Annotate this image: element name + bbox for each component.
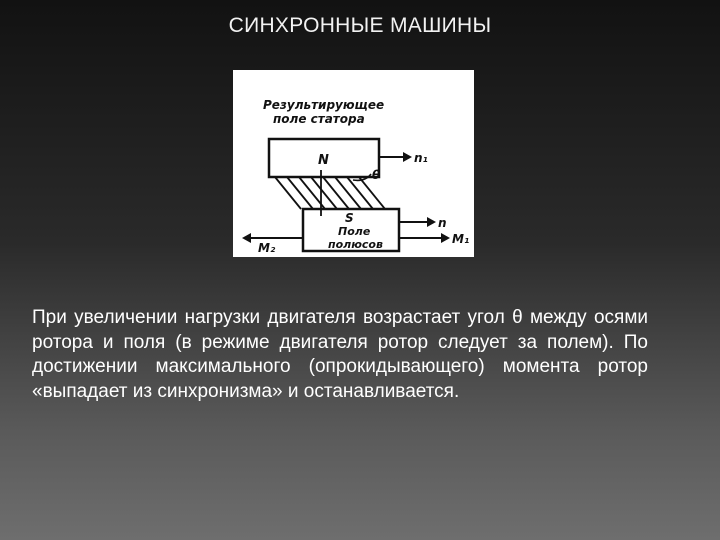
slide-paragraph: При увеличении нагрузки двигателя возрастает угол θ между осями ротора и поля (в режиме двигателя ротор следует за полем). По достижении максимального (опрокидывающего) момента ротор «выпадает из синхронизма» и останавливается.	[32, 307, 648, 402]
speed-top-arrowhead	[403, 152, 412, 162]
caption-poles-line2: полюсов	[328, 238, 383, 251]
speed-bottom-label: n	[438, 216, 447, 230]
torque-left-arrowhead	[242, 233, 251, 243]
diagram-svg	[233, 70, 474, 257]
torque-right-label: M₁	[452, 232, 470, 246]
caption-poles-line1: Поле	[338, 225, 371, 238]
synchronous-motor-diagram	[233, 70, 474, 257]
pole-south-label: S	[345, 211, 354, 225]
caption-stator-field-line2: поле статора	[273, 112, 365, 126]
speed-top-label: n₁	[414, 151, 428, 165]
slide-title: СИНХРОННЫЕ МАШИНЫ	[228, 14, 492, 37]
caption-stator-field-line1: Результирующее	[263, 98, 385, 112]
torque-left-label: M₂	[258, 241, 276, 255]
angle-label: θ	[372, 168, 381, 182]
field-lines	[275, 177, 385, 209]
pole-north-label: N	[318, 153, 329, 168]
torque-right-arrowhead	[441, 233, 450, 243]
speed-bottom-arrowhead	[427, 217, 436, 227]
